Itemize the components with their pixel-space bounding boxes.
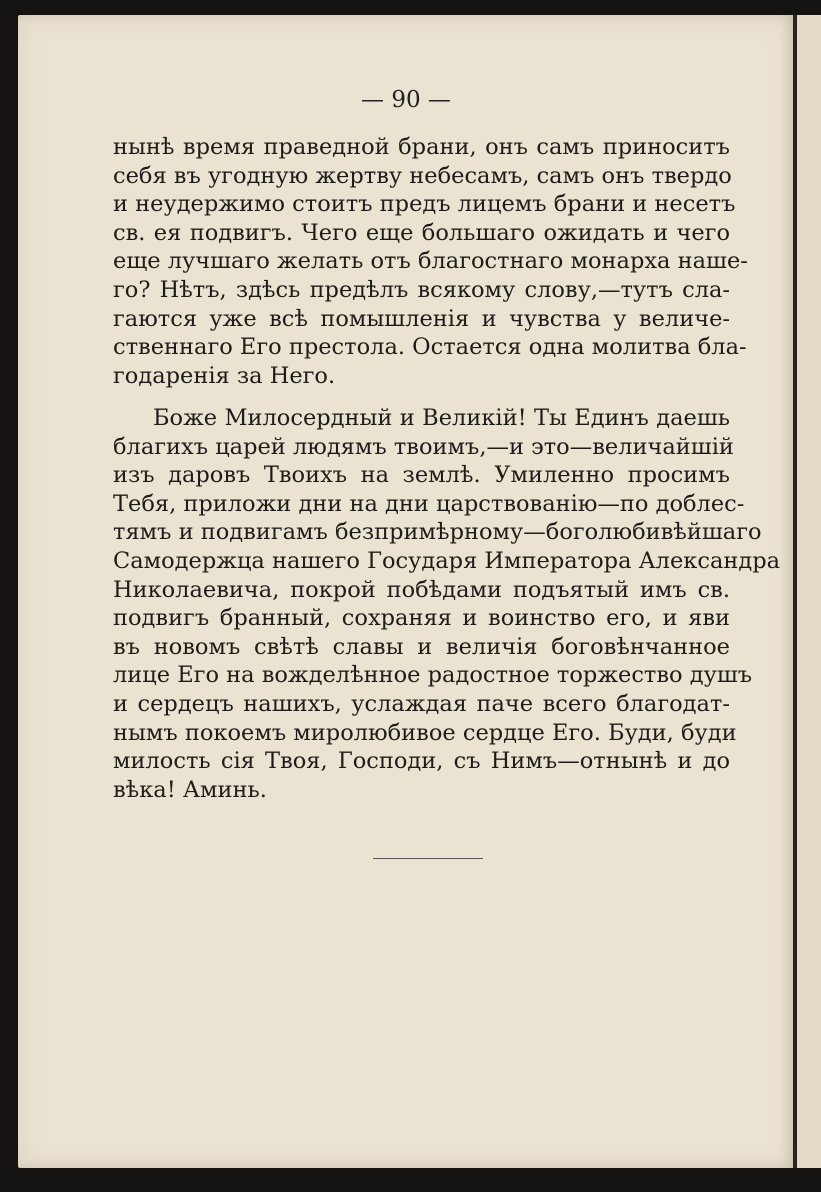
page-number: — 90 — xyxy=(361,87,451,113)
text-line: тямъ и подвигамъ безпримѣрному—боголюбивѣйшаго xyxy=(113,519,762,546)
text-line: Николаевича, покрой побѣдами подъятый имъ св. xyxy=(113,576,730,603)
book-page xyxy=(18,15,794,1168)
text-line: подвигъ бранный, сохраняя и воинство его, и яви xyxy=(113,605,730,632)
next-page-edge xyxy=(797,15,821,1168)
text-line: благихъ царей людямъ твоимъ,—и это—величайшій xyxy=(113,433,734,460)
text-line: въ новомъ свѣтѣ славы и величія боговѣнчанное xyxy=(113,633,730,660)
text-line: нынѣ время праведной брани, онъ самъ приноситъ xyxy=(113,134,730,160)
text-line: гаются уже всѣ помышленія и чувства у величе- xyxy=(113,305,730,332)
text-line: ственнаго Его престола. Остается одна молитва бла- xyxy=(113,334,747,361)
paragraph-2 xyxy=(113,404,781,804)
text-line: годаренія за Него. xyxy=(113,362,336,389)
text-line: Тебя, приложи дни на дни царствованію—по доблес- xyxy=(113,490,745,517)
text-line: лице Его на вожделѣнное радостное торжество душъ xyxy=(113,662,753,689)
text-line: вѣка! Аминь. xyxy=(113,776,267,803)
section-divider xyxy=(373,858,483,859)
text-line: нымъ покоемъ миролюбивое сердце Его. Буди, буди xyxy=(113,719,737,746)
text-line: Самодержца нашего Государя Императора Александра xyxy=(113,547,781,574)
text-line: себя въ угодную жертву небесамъ, самъ онъ твердо xyxy=(113,162,732,189)
text-line: милость сія Твоя, Господи, съ Нимъ—отнынѣ и до xyxy=(113,748,730,775)
text-line: и сердецъ нашихъ, услаждая паче всего благодат- xyxy=(113,690,730,717)
text-line: св. ея подвигъ. Чего еще большаго ожидать и чего xyxy=(113,219,730,246)
text-line: и неудержимо стоитъ предъ лицемъ брани и несетъ xyxy=(113,191,736,218)
text-line: изъ даровъ Твоихъ на землѣ. Умиленно просимъ xyxy=(113,462,730,489)
text-line: го? Нѣтъ, здѣсь предѣлъ всякому слову,—тутъ сла- xyxy=(113,276,730,303)
text-line: еще лучшаго желать отъ благостнаго монарха наше- xyxy=(113,248,748,275)
paragraph-1 xyxy=(113,133,748,390)
text-line: Боже Милосердный и Великій! Ты Единъ даешь xyxy=(153,405,730,431)
